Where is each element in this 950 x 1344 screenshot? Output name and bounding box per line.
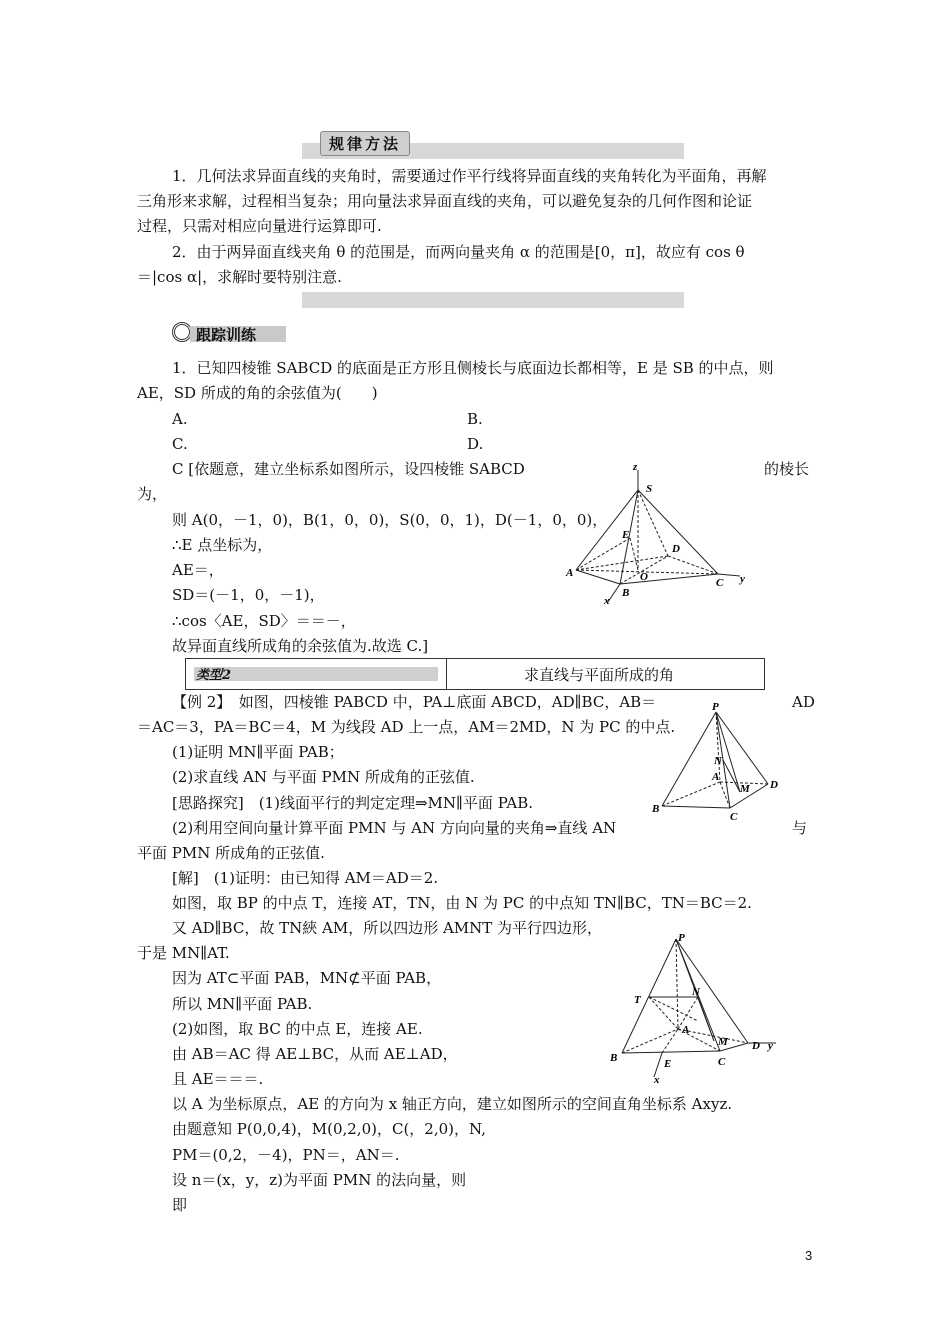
ex2-line-20: 设 n＝(x，y，z)为平面 PMN 的法向量，则 [172,1171,467,1189]
ex2-line-16: 且 AE＝＝＝. [172,1070,264,1088]
fig2-label-a: A [712,771,720,783]
figure-pyramid-sabcd [560,458,760,608]
figure-pyramid-axes [600,925,790,1085]
fig3-label-b: B [610,1052,618,1064]
fig1-label-e: E [622,529,630,541]
ex2-line-15: 由 AB＝AC 得 AE⊥BC，从而 AE⊥AD， [172,1045,458,1063]
ex2-line-13: 所以 MN∥平面 PAB. [172,995,313,1013]
method-line-4: 2．由于两异面直线夹角 θ 的范围是，而两向量夹角 α 的范围是[0，π]，故应有 cos θ [172,243,745,261]
type-tag: 类型2 [196,668,232,683]
fig3-label-e: E [664,1058,672,1070]
fig2-label-b: B [652,803,660,815]
ex2-line-9: 如图，取 BP 的中点 T，连接 AT，TN，由 N 为 PC 的中点知 TN∥BC，TN＝BC＝2. [172,894,752,912]
ex2-line-4: (2)求直线 AN 与平面 PMN 所成角的正弦值. [172,768,475,786]
ex2-line-1-right: AD [792,693,815,711]
ex2-line-2: ＝AC＝3，PA＝BC＝4，M 为线段 AD 上一点，AM＝2MD，N 为 PC 的中点. [137,718,676,736]
fig3-label-y: y [768,1040,773,1052]
target-icon [172,322,192,342]
solution-line-4: ∴E 点坐标为， [172,536,273,554]
method-badge: 规律方法 [320,131,410,156]
solution-line-1-right: 的棱长 [764,460,810,478]
fig3-label-n: N [692,986,700,998]
fig1-label-z: z [633,461,638,473]
ex2-line-5: [思路探究] (1)线面平行的判定定理⇒MN∥平面 PAB. [172,794,534,812]
fig2-label-p: P [712,701,719,713]
fig3-label-a: A [682,1024,690,1036]
fig1-label-a: A [566,567,574,579]
method-line-3: 过程，只需对相应向量进行运算即可. [137,217,382,235]
ex2-line-7: 平面 PMN 所成角的正弦值. [137,844,325,862]
q1-option-b: B. [467,410,483,428]
ex2-line-12: 因为 AT⊂平面 PAB，MN⊄平面 PAB， [172,969,442,987]
q1-option-c: C. [172,435,188,453]
fig1-label-d: D [672,543,680,555]
type-box [185,658,765,690]
fig1-label-b: B [622,587,630,599]
solution-line-6: SD＝(－1，0，－1)， [172,586,325,604]
fig1-label-o: O [640,571,648,583]
ex2-line-19: PM＝(0,2，－4)，PN＝，AN＝. [172,1146,400,1164]
method-line-2: 三角形来求解，过程相当复杂；用向量法求异面直线的夹角，可以避免复杂的几何作图和论证 [137,192,753,210]
ex2-line-14: (2)如图，取 BC 的中点 E，连接 AE. [172,1020,423,1038]
fig1-label-x: x [604,595,610,607]
solution-line-8: 故异面直线所成角的余弦值为.故选 C.] [172,637,429,655]
solution-line-2: 为， [137,485,168,503]
ex2-line-10: 又 AD∥BC，故 TN綊 AM，所以四边形 AMNT 为平行四边形， [172,919,603,937]
fig3-label-p: P [678,932,685,944]
solution-line-1: C [依题意，建立坐标系如图所示，设四棱锥 SABCD [172,460,525,478]
type-box-divider [446,659,447,689]
q1-option-a: A. [172,410,188,428]
ex2-line-18: 由题意知 P(0,0,4)，M(0,2,0)，C(，2,0)，N, [172,1120,486,1138]
ex2-line-8: [解] (1)证明：由已知得 AM＝AD＝2. [172,869,439,887]
solution-line-5: AE＝， [172,561,224,579]
fig3-label-d: D [752,1040,760,1052]
page-number: 3 [805,1248,813,1263]
solution-line-7: ∴cos〈AE，SD〉＝＝－， [172,612,356,630]
method-line-5: ＝|cos α|，求解时要特别注意. [137,268,342,286]
ex2-line-6-right: 与 [792,819,808,837]
q1-option-d: D. [467,435,484,453]
fig1-label-s: S [646,483,653,495]
practice-badge: 跟踪训练 [196,326,257,344]
ex2-line-6: (2)利用空间向量计算平面 PMN 与 AN 方向向量的夹角⇒直线 AN [172,819,617,837]
solution-line-3: 则 A(0，－1，0)，B(1，0，0)，S(0，0，1)，D(－1，0，0)， [172,511,608,529]
method-line-1: 1．几何法求异面直线的夹角时，需要通过作平行线将异面直线的夹角转化为平面角，再解 [172,167,767,185]
fig2-label-d: D [770,779,778,791]
ex2-line-17: 以 A 为坐标原点，AE 的方向为 x 轴正方向，建立如图所示的空间直角坐标系 Axyz. [172,1095,733,1113]
fig1-label-y: y [740,573,745,585]
ex2-line-21: 即 [172,1196,188,1214]
ex2-line-11: 于是 MN∥AT. [137,944,230,962]
fig3-label-m: M [718,1036,728,1048]
fig3-label-t: T [634,994,641,1006]
type-title: 求直线与平面所成的角 [524,666,675,684]
fig2-label-c: C [730,811,738,823]
fig1-label-c: C [716,577,724,589]
fig2-label-n: N [714,755,722,767]
fig3-label-c: C [718,1056,726,1068]
q1-line-2: AE，SD 所成的角的余弦值为( ) [137,384,378,402]
ex2-line-1: 【例 2】 如图，四棱锥 PABCD 中，PA⊥底面 ABCD，AD∥BC，AB＝ [172,693,657,711]
ex2-line-3: (1)证明 MN∥平面 PAB； [172,743,344,761]
q1-line-1: 1．已知四棱锥 SABCD 的底面是正方形且侧棱长与底面边长都相等，E 是 SB 的中点，则 [172,359,774,377]
fig2-label-m: M [740,783,750,795]
method-footer-band [302,292,684,308]
fig3-label-x: x [654,1074,660,1085]
figure-pyramid-pabcd [650,700,780,825]
